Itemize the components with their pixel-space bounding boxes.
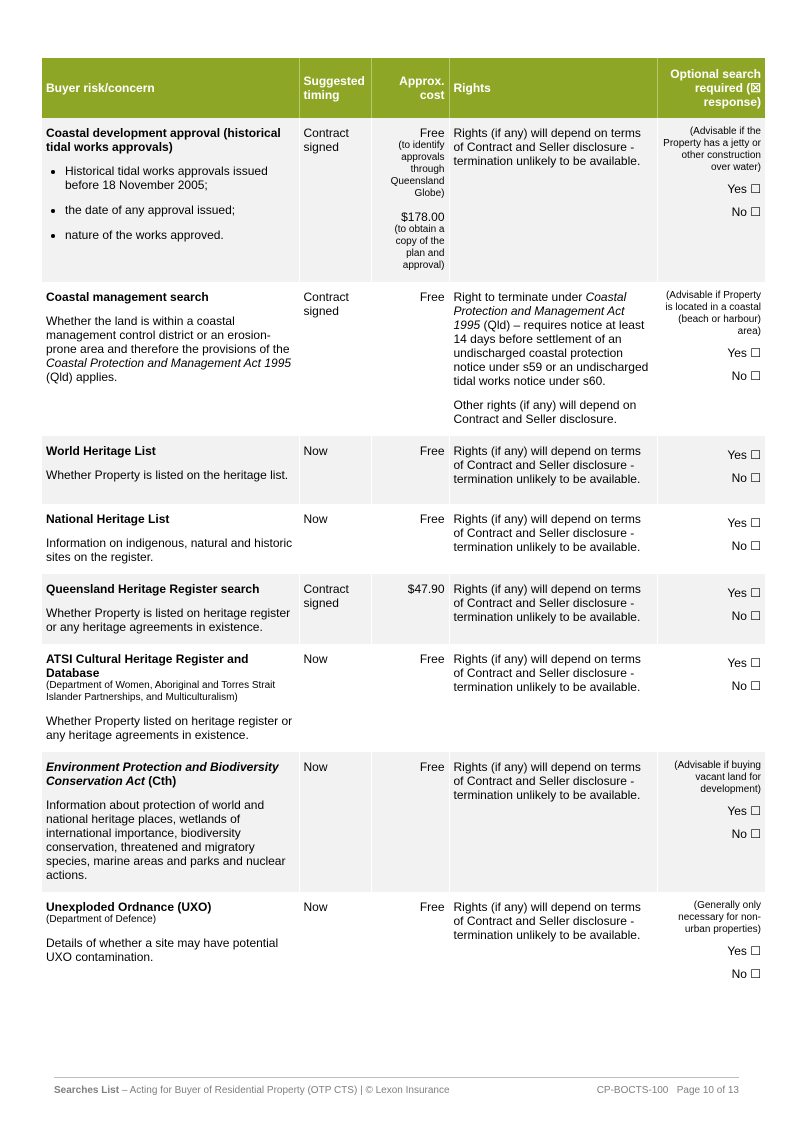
risk-title: Coastal development approval (historical tidal works approvals) [46,126,281,154]
optional-note: (Advisable if Property is located in a coastal (beach or harbour) area) [665,290,761,337]
optional-note: (Generally only necessary for non-urban properties) [678,900,761,935]
footer-document-title: Searches List – Acting for Buyer of Residential Property (OTP CTS) | © Lexon Insurance [54,1085,450,1096]
risk-title: Unexploded Ordnance (UXO) [46,900,212,914]
rights-text: Right to terminate under Coastal Protection and Management Act 1995 (Qld) – requires notice at least 14 days before settlement of an undischarged coastal protection notice under s59 or an undischarged tidal works notice under s60. [453,290,649,388]
rights-cell: Rights (if any) will depend on terms of Contract and Seller disclosure - termination unlikely to be available. [449,892,657,1000]
table-row [42,282,765,436]
header-approx-cost: Approx. cost [371,58,449,118]
optional-cell [657,504,765,574]
page-footer [54,1077,739,1096]
risk-description: Whether Property listed on heritage register or any heritage agreements in existence. [46,714,293,742]
risk-title: ATSI Cultural Heritage Register and Database [46,652,249,680]
optional-cell [657,752,765,892]
rights-cell: Rights (if any) will depend on terms of Contract and Seller disclosure - termination unlikely to be available. [449,644,657,752]
no-checkbox[interactable]: No ☐ [731,967,761,981]
no-checkbox[interactable]: No ☐ [731,205,761,219]
risk-cell [42,118,299,282]
optional-cell [657,644,765,752]
yes-checkbox[interactable]: Yes ☐ [727,448,761,462]
yes-checkbox[interactable]: Yes ☐ [727,944,761,958]
risk-description: Information about protection of world and national heritage places, wetlands of international importance, biodiversity conservation, threatened and migratory species, marine areas and parks and nuclear actions. [46,798,286,882]
rights-cell [449,282,657,436]
no-checkbox[interactable]: No ☐ [731,609,761,623]
cost-value: Free [419,126,445,140]
table-row [42,436,765,504]
risk-cell [42,504,299,574]
optional-cell [657,118,765,282]
header-buyer-risk: Buyer risk/concern [42,58,299,118]
risk-title: National Heritage List [46,512,170,526]
rights-text-other: Other rights (if any) will depend on Contract and Seller disclosure. [453,398,637,426]
rights-cell: Rights (if any) will depend on terms of Contract and Seller disclosure - termination unlikely to be available. [449,752,657,892]
cost-value: $178.00 [401,210,445,224]
timing-cell: Contract signed [299,118,371,282]
optional-cell [657,892,765,1000]
risk-cell [42,644,299,752]
cost-note: (to identify approvals through Queensland Globe) [390,140,445,199]
table-row [42,504,765,574]
yes-checkbox[interactable]: Yes ☐ [727,516,761,530]
yes-checkbox[interactable]: Yes ☐ [727,656,761,670]
timing-cell: Now [299,752,371,892]
risk-description: Details of whether a site may have potential UXO contamination. [46,936,279,964]
cost-cell [371,118,449,282]
timing-cell: Contract signed [299,282,371,436]
rights-cell: Rights (if any) will depend on terms of Contract and Seller disclosure - termination unlikely to be available. [449,574,657,644]
table-row [42,118,765,282]
risk-cell [42,752,299,892]
timing-cell: Contract signed [299,574,371,644]
yes-checkbox[interactable]: Yes ☐ [727,804,761,818]
timing-cell: Now [299,436,371,504]
no-checkbox[interactable]: No ☐ [731,539,761,553]
no-checkbox[interactable]: No ☐ [731,369,761,383]
header-optional-search: Optional search required (☒ response) [657,58,765,118]
risk-department: (Department of Women, Aboriginal and Torres Strait Islander Partnerships, and Multiculturalism) [46,680,276,703]
header-suggested-timing: Suggested timing [299,58,371,118]
timing-cell: Now [299,504,371,574]
cost-cell: Free [371,282,449,436]
risk-cell [42,282,299,436]
risk-cell [42,574,299,644]
risk-title: Coastal management search [46,290,209,304]
no-checkbox[interactable]: No ☐ [731,827,761,841]
no-checkbox[interactable]: No ☐ [731,679,761,693]
rights-cell: Rights (if any) will depend on terms of Contract and Seller disclosure - termination unlikely to be available. [449,118,657,282]
timing-cell: Now [299,644,371,752]
risk-bullet: • the date of any approval issued; [65,203,295,217]
risk-description: Whether the land is within a coastal management control district or an erosion-prone area and therefore the provisions of the Coastal Protection and Management Act 1995 (Qld) applies. [46,314,292,384]
optional-note: (Advisable if buying vacant land for development) [674,760,761,795]
cost-cell: Free [371,892,449,1000]
footer-doc-code: CP-BOCTS-100 [596,1085,669,1096]
risk-title: Environment Protection and Biodiversity Conservation Act (Cth) [46,760,279,788]
risk-title: Queensland Heritage Register search [46,582,260,596]
header-rights: Rights [449,58,657,118]
rights-cell: Rights (if any) will depend on terms of Contract and Seller disclosure - termination unlikely to be available. [449,504,657,574]
table-row [42,752,765,892]
yes-checkbox[interactable]: Yes ☐ [727,182,761,196]
table-header-row [42,58,765,118]
cost-cell: Free [371,436,449,504]
risk-title: World Heritage List [46,444,156,458]
cost-cell: Free [371,644,449,752]
optional-cell [657,282,765,436]
searches-table-container [42,58,765,1000]
table-row [42,574,765,644]
risk-cell [42,436,299,504]
timing-cell: Now [299,892,371,1000]
risk-description: Whether Property is listed on heritage register or any heritage agreements in existence. [46,606,291,634]
cost-cell: Free [371,504,449,574]
risk-bullet: • nature of the works approved. [65,228,295,242]
cost-note: (to obtain a copy of the plan and approval) [394,224,445,271]
risk-department: (Department of Defence) [46,914,157,925]
cost-cell: Free [371,752,449,892]
risk-bullet-list [46,164,295,242]
optional-note: (Advisable if the Property has a jetty or other construction over water) [663,126,761,173]
optional-cell [657,436,765,504]
risk-cell [42,892,299,1000]
no-checkbox[interactable]: No ☐ [731,471,761,485]
searches-table [42,58,765,1000]
optional-cell [657,574,765,644]
rights-cell: Rights (if any) will depend on terms of Contract and Seller disclosure - termination unlikely to be available. [449,436,657,504]
risk-bullet: • Historical tidal works approvals issued before 18 November 2005; [65,164,295,192]
footer-page-number: Page 10 of 13 [676,1085,739,1096]
table-row [42,644,765,752]
yes-checkbox[interactable]: Yes ☐ [727,586,761,600]
yes-checkbox[interactable]: Yes ☐ [727,346,761,360]
cost-cell: $47.90 [371,574,449,644]
table-row [42,892,765,1000]
risk-description: Information on indigenous, natural and historic sites on the register. [46,536,293,564]
risk-description: Whether Property is listed on the heritage list. [46,468,289,482]
footer-page-info [597,1085,739,1097]
